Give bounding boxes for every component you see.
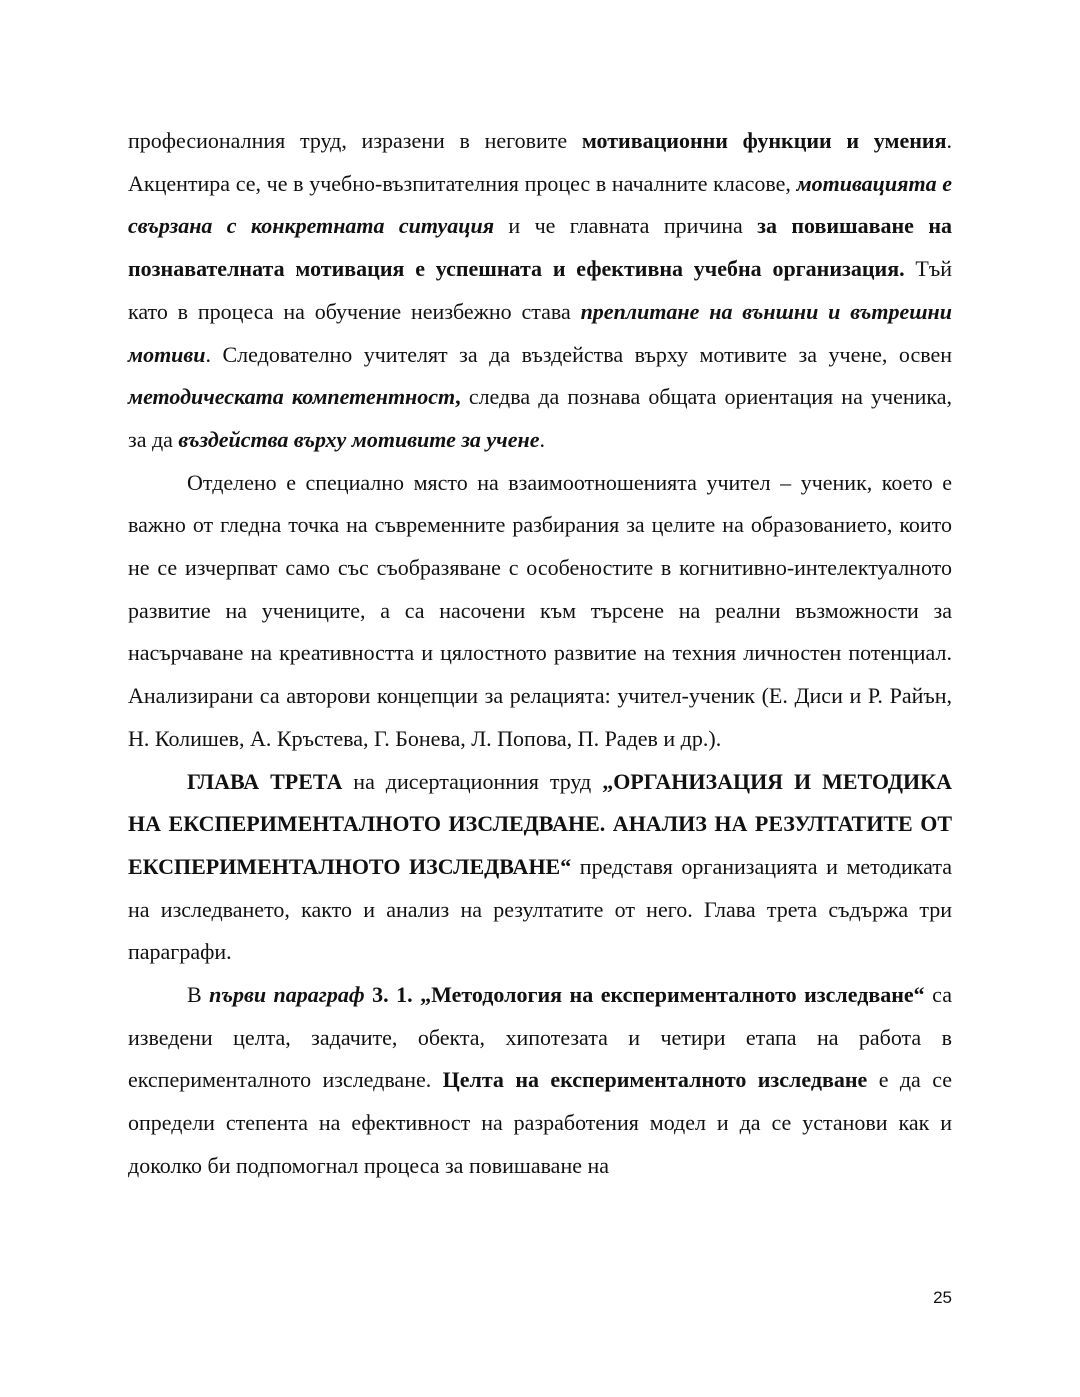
text-run: В xyxy=(187,982,210,1008)
paragraph-p1 xyxy=(128,120,952,462)
text-run: са изведени целта, задачите, обекта, хипотезата и четири етапа на работа в експерименталното изследване. xyxy=(128,982,952,1093)
text-run: въздейства върху мотивите за учене xyxy=(178,426,540,452)
text-run: първи параграф xyxy=(209,982,365,1008)
text-run: методическата компетентност xyxy=(128,384,456,410)
text-run: Отделено е специално място на взаимоотношенията учител – ученик, което е важно от гледна точка на съвременните разбирания за целите на образованието, които не се изчерпват само със съобразяване с особеностите в когнитивно-интелектуалното развитие на учениците, а са насочени към търсене на реални възможности за насърчаване на креативността и цялостното развитие на техния личностен потенциал. Анализирани са авторови концепции за релацията: учител-ученик (Е. Диси и Р. Райън, Н. Колишев, А. Кръстева, Г. Бонева, Л. Попова, П. Радев и др.). xyxy=(128,469,952,751)
text-run: и че главната причина xyxy=(494,213,758,239)
text-run: . Следователно учителят за да въздейства върху мотивите за учене, освен xyxy=(205,341,952,367)
text-run: „ОРГАНИЗАЦИЯ И МЕТОДИКА НА ЕКСПЕРИМЕНТАЛНОТО ИЗСЛЕДВАНЕ. АНАЛИЗ НА РЕЗУЛТАТИТЕ ОТ ЕКСПЕРИМЕНТАЛНОТО ИЗСЛЕДВАНЕ“ xyxy=(128,768,953,879)
paragraph-p4 xyxy=(128,974,952,1188)
text-run: професионалния труд, изразени в неговите xyxy=(128,128,582,153)
text-run: , xyxy=(455,384,461,410)
paragraph-p3 xyxy=(128,761,952,975)
text-run: следва да познава общата ориентация на ученика, за да xyxy=(128,384,952,452)
text-run: преплитане на външни и вътрешни мотиви xyxy=(128,298,953,367)
text-run: е да се определи степента на ефективност на разработения модел и да се установи как и доколко би подпомогнал процеса за повишаване на xyxy=(128,1067,953,1178)
text-run: представя организацията и методиката на изследването, както и анализ на резултатите от него. Глава трета съдържа три параграфи. xyxy=(128,853,952,965)
text-run: . Акцентира се, че в учебно-възпитателния процес в началните класове, xyxy=(128,128,953,196)
text-run: мотивацията е свързана с конкретната ситуация xyxy=(128,170,953,239)
text-run: ГЛАВА ТРЕТА xyxy=(187,768,343,794)
document-text-body xyxy=(128,120,952,1188)
text-run: мотивационни функции и умения xyxy=(581,128,947,153)
paragraph-p2 xyxy=(128,462,952,761)
text-run: Целта на експерименталното изследване xyxy=(442,1067,868,1093)
text-run: . xyxy=(539,426,545,452)
text-run: 3. 1. „Методология на експерименталното изследване“ xyxy=(364,982,925,1008)
text-run: за повишаване на познавателната мотивация е успешната и ефективна учебна организация. xyxy=(128,213,952,282)
text-run: Тъй като в процеса на обучение неизбежно става xyxy=(128,256,952,324)
text-run: на дисертационния труд xyxy=(342,768,603,794)
page-number: 25 xyxy=(933,1288,952,1307)
